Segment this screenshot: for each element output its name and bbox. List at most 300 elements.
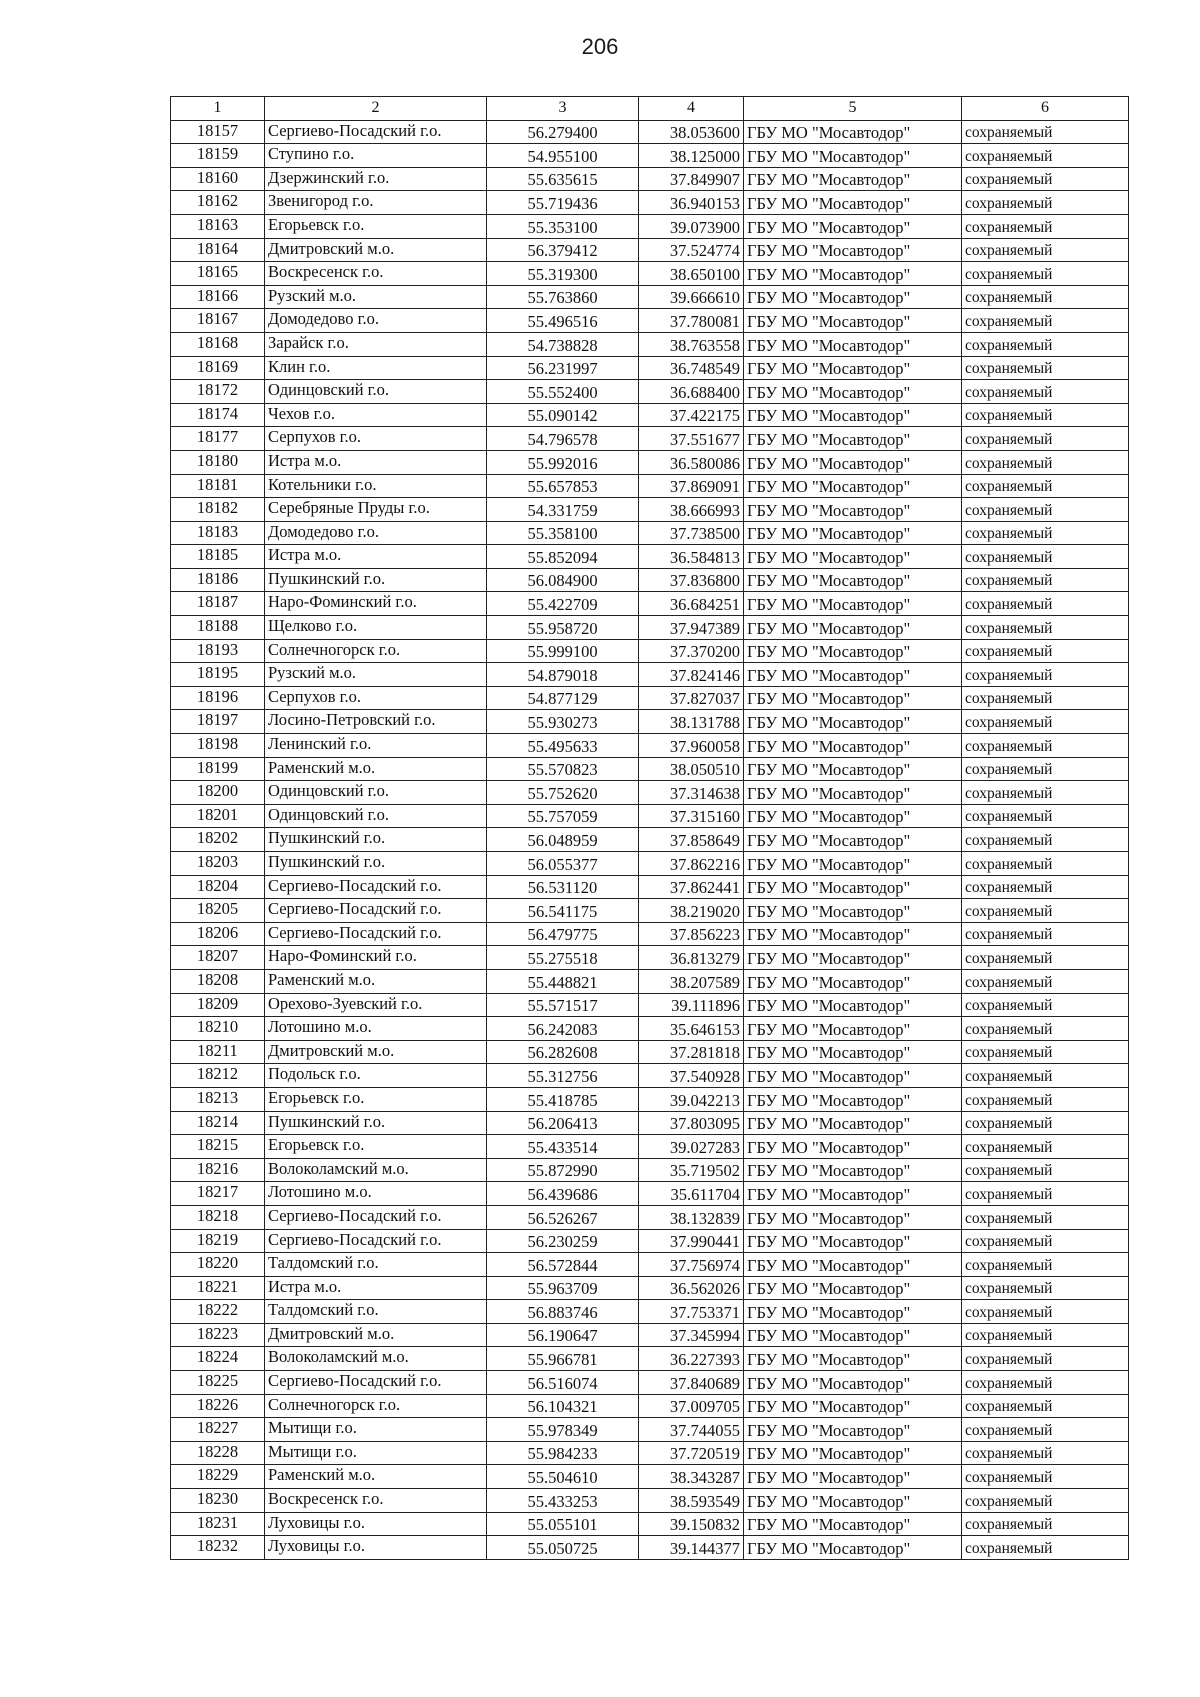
cell-id: 18186 <box>171 568 265 592</box>
cell-longitude: 36.584813 <box>639 545 744 569</box>
cell-longitude: 39.073900 <box>639 214 744 238</box>
cell-district: Пушкинский г.о. <box>265 568 487 592</box>
cell-id: 18187 <box>171 592 265 616</box>
cell-latitude: 55.433514 <box>487 1135 639 1159</box>
cell-status: сохраняемый <box>962 1158 1129 1182</box>
cell-organization: ГБУ МО "Мосавтодор" <box>744 144 962 168</box>
cell-id: 18227 <box>171 1418 265 1442</box>
cell-longitude: 37.840689 <box>639 1371 744 1395</box>
cell-latitude: 56.572844 <box>487 1253 639 1277</box>
cell-district: Звенигород г.о. <box>265 191 487 215</box>
cell-status: сохраняемый <box>962 710 1129 734</box>
cell-longitude: 37.753371 <box>639 1300 744 1324</box>
cell-organization: ГБУ МО "Мосавтодор" <box>744 852 962 876</box>
table-row <box>171 1017 1129 1041</box>
data-table <box>170 96 1129 1560</box>
cell-latitude: 55.978349 <box>487 1418 639 1442</box>
cell-status: сохраняемый <box>962 1040 1129 1064</box>
cell-organization: ГБУ МО "Мосавтодор" <box>744 1276 962 1300</box>
cell-latitude: 56.531120 <box>487 875 639 899</box>
cell-longitude: 39.150832 <box>639 1512 744 1536</box>
cell-status: сохраняемый <box>962 899 1129 923</box>
cell-district: Раменский м.о. <box>265 969 487 993</box>
cell-id: 18166 <box>171 285 265 309</box>
cell-status: сохраняемый <box>962 1087 1129 1111</box>
cell-organization: ГБУ МО "Мосавтодор" <box>744 969 962 993</box>
cell-organization: ГБУ МО "Мосавтодор" <box>744 474 962 498</box>
table-row <box>171 875 1129 899</box>
table-row <box>171 616 1129 640</box>
cell-organization: ГБУ МО "Мосавтодор" <box>744 804 962 828</box>
cell-district: Зарайск г.о. <box>265 332 487 356</box>
table-row <box>171 380 1129 404</box>
cell-district: Пушкинский г.о. <box>265 828 487 852</box>
table-row <box>171 1441 1129 1465</box>
cell-district: Серпухов г.о. <box>265 686 487 710</box>
cell-status: сохраняемый <box>962 1465 1129 1489</box>
cell-district: Дмитровский м.о. <box>265 238 487 262</box>
cell-district: Мытищи г.о. <box>265 1418 487 1442</box>
cell-district: Сергиево-Посадский г.о. <box>265 922 487 946</box>
cell-status: сохраняемый <box>962 262 1129 286</box>
cell-latitude: 55.504610 <box>487 1465 639 1489</box>
table-row <box>171 1465 1129 1489</box>
table-row <box>171 899 1129 923</box>
cell-status: сохраняемый <box>962 804 1129 828</box>
cell-status: сохраняемый <box>962 1347 1129 1371</box>
cell-latitude: 55.055101 <box>487 1512 639 1536</box>
table-row <box>171 757 1129 781</box>
cell-longitude: 37.827037 <box>639 686 744 710</box>
cell-id: 18225 <box>171 1371 265 1395</box>
cell-id: 18196 <box>171 686 265 710</box>
cell-district: Талдомский г.о. <box>265 1300 487 1324</box>
cell-latitude: 55.719436 <box>487 191 639 215</box>
cell-latitude: 55.984233 <box>487 1441 639 1465</box>
cell-district: Чехов г.о. <box>265 403 487 427</box>
cell-longitude: 37.314638 <box>639 781 744 805</box>
cell-district: Раменский м.о. <box>265 757 487 781</box>
cell-district: Рузский м.о. <box>265 663 487 687</box>
cell-id: 18163 <box>171 214 265 238</box>
cell-id: 18226 <box>171 1394 265 1418</box>
cell-organization: ГБУ МО "Мосавтодор" <box>744 1536 962 1560</box>
cell-status: сохраняемый <box>962 1489 1129 1513</box>
cell-district: Наро-Фоминский г.о. <box>265 592 487 616</box>
cell-organization: ГБУ МО "Мосавтодор" <box>744 686 962 710</box>
cell-status: сохраняемый <box>962 757 1129 781</box>
cell-latitude: 55.852094 <box>487 545 639 569</box>
cell-latitude: 54.331759 <box>487 498 639 522</box>
cell-longitude: 37.370200 <box>639 639 744 663</box>
table-row <box>171 592 1129 616</box>
table-row <box>171 474 1129 498</box>
cell-longitude: 39.111896 <box>639 993 744 1017</box>
cell-latitude: 55.999100 <box>487 639 639 663</box>
cell-status: сохраняемый <box>962 663 1129 687</box>
cell-id: 18169 <box>171 356 265 380</box>
cell-status: сохраняемый <box>962 852 1129 876</box>
cell-organization: ГБУ МО "Мосавтодор" <box>744 663 962 687</box>
cell-id: 18229 <box>171 1465 265 1489</box>
cell-organization: ГБУ МО "Мосавтодор" <box>744 757 962 781</box>
cell-status: сохраняемый <box>962 1394 1129 1418</box>
cell-id: 18197 <box>171 710 265 734</box>
cell-longitude: 37.744055 <box>639 1418 744 1442</box>
table-row <box>171 191 1129 215</box>
cell-latitude: 55.657853 <box>487 474 639 498</box>
cell-organization: ГБУ МО "Мосавтодор" <box>744 1347 962 1371</box>
cell-longitude: 36.813279 <box>639 946 744 970</box>
table-row <box>171 1158 1129 1182</box>
table-row <box>171 1418 1129 1442</box>
cell-organization: ГБУ МО "Мосавтодор" <box>744 592 962 616</box>
cell-longitude: 38.053600 <box>639 120 744 144</box>
cell-latitude: 55.312756 <box>487 1064 639 1088</box>
cell-district: Щелково г.о. <box>265 616 487 640</box>
cell-organization: ГБУ МО "Мосавтодор" <box>744 285 962 309</box>
table-row <box>171 969 1129 993</box>
cell-id: 18174 <box>171 403 265 427</box>
cell-id: 18207 <box>171 946 265 970</box>
cell-organization: ГБУ МО "Мосавтодор" <box>744 1229 962 1253</box>
cell-organization: ГБУ МО "Мосавтодор" <box>744 616 962 640</box>
cell-id: 18218 <box>171 1205 265 1229</box>
cell-longitude: 37.947389 <box>639 616 744 640</box>
cell-latitude: 55.418785 <box>487 1087 639 1111</box>
cell-longitude: 37.858649 <box>639 828 744 852</box>
cell-latitude: 56.516074 <box>487 1371 639 1395</box>
cell-id: 18205 <box>171 899 265 923</box>
table-row <box>171 1323 1129 1347</box>
cell-district: Волоколамский м.о. <box>265 1347 487 1371</box>
cell-district: Воскресенск г.о. <box>265 1489 487 1513</box>
cell-longitude: 36.227393 <box>639 1347 744 1371</box>
cell-district: Рузский м.о. <box>265 285 487 309</box>
cell-latitude: 55.752620 <box>487 781 639 805</box>
cell-status: сохраняемый <box>962 1300 1129 1324</box>
cell-longitude: 38.131788 <box>639 710 744 734</box>
cell-district: Сергиево-Посадский г.о. <box>265 1205 487 1229</box>
cell-latitude: 56.282608 <box>487 1040 639 1064</box>
cell-status: сохраняемый <box>962 828 1129 852</box>
column-header: 4 <box>639 97 744 121</box>
cell-organization: ГБУ МО "Мосавтодор" <box>744 1441 962 1465</box>
cell-id: 18167 <box>171 309 265 333</box>
cell-longitude: 37.281818 <box>639 1040 744 1064</box>
table-row <box>171 686 1129 710</box>
cell-latitude: 55.570823 <box>487 757 639 781</box>
table-row <box>171 1300 1129 1324</box>
cell-latitude: 56.231997 <box>487 356 639 380</box>
cell-organization: ГБУ МО "Мосавтодор" <box>744 403 962 427</box>
cell-id: 18157 <box>171 120 265 144</box>
cell-longitude: 38.593549 <box>639 1489 744 1513</box>
cell-latitude: 56.190647 <box>487 1323 639 1347</box>
cell-status: сохраняемый <box>962 1135 1129 1159</box>
cell-organization: ГБУ МО "Мосавтодор" <box>744 1135 962 1159</box>
cell-id: 18188 <box>171 616 265 640</box>
table-row <box>171 521 1129 545</box>
cell-latitude: 56.279400 <box>487 120 639 144</box>
cell-organization: ГБУ МО "Мосавтодор" <box>744 545 962 569</box>
table-row <box>171 1347 1129 1371</box>
cell-id: 18177 <box>171 427 265 451</box>
cell-id: 18231 <box>171 1512 265 1536</box>
cell-status: сохраняемый <box>962 1323 1129 1347</box>
cell-status: сохраняемый <box>962 1064 1129 1088</box>
table-row <box>171 309 1129 333</box>
cell-status: сохраняемый <box>962 356 1129 380</box>
cell-longitude: 39.042213 <box>639 1087 744 1111</box>
cell-district: Дмитровский м.о. <box>265 1323 487 1347</box>
table-row <box>171 214 1129 238</box>
cell-id: 18232 <box>171 1536 265 1560</box>
cell-district: Домодедово г.о. <box>265 521 487 545</box>
cell-longitude: 37.780081 <box>639 309 744 333</box>
cell-status: сохраняемый <box>962 380 1129 404</box>
table-row <box>171 710 1129 734</box>
cell-latitude: 54.955100 <box>487 144 639 168</box>
cell-status: сохраняемый <box>962 120 1129 144</box>
cell-district: Талдомский г.о. <box>265 1253 487 1277</box>
cell-organization: ГБУ МО "Мосавтодор" <box>744 1111 962 1135</box>
cell-status: сохраняемый <box>962 639 1129 663</box>
cell-district: Лотошино м.о. <box>265 1182 487 1206</box>
table-row <box>171 1205 1129 1229</box>
cell-latitude: 56.242083 <box>487 1017 639 1041</box>
cell-organization: ГБУ МО "Мосавтодор" <box>744 309 962 333</box>
cell-status: сохраняемый <box>962 474 1129 498</box>
table-row <box>171 167 1129 191</box>
cell-longitude: 37.856223 <box>639 922 744 946</box>
cell-status: сохраняемый <box>962 403 1129 427</box>
cell-organization: ГБУ МО "Мосавтодор" <box>744 922 962 946</box>
cell-id: 18230 <box>171 1489 265 1513</box>
cell-district: Сергиево-Посадский г.о. <box>265 899 487 923</box>
cell-status: сохраняемый <box>962 191 1129 215</box>
cell-latitude: 56.084900 <box>487 568 639 592</box>
cell-status: сохраняемый <box>962 427 1129 451</box>
cell-longitude: 38.343287 <box>639 1465 744 1489</box>
cell-organization: ГБУ МО "Мосавтодор" <box>744 1323 962 1347</box>
cell-status: сохраняемый <box>962 1418 1129 1442</box>
cell-longitude: 37.849907 <box>639 167 744 191</box>
cell-organization: ГБУ МО "Мосавтодор" <box>744 238 962 262</box>
cell-status: сохраняемый <box>962 686 1129 710</box>
cell-latitude: 56.055377 <box>487 852 639 876</box>
cell-id: 18209 <box>171 993 265 1017</box>
cell-organization: ГБУ МО "Мосавтодор" <box>744 781 962 805</box>
cell-latitude: 55.872990 <box>487 1158 639 1182</box>
cell-district: Пушкинский г.о. <box>265 852 487 876</box>
cell-organization: ГБУ МО "Мосавтодор" <box>744 639 962 663</box>
table-row <box>171 498 1129 522</box>
cell-district: Наро-Фоминский г.о. <box>265 946 487 970</box>
cell-district: Ступино г.о. <box>265 144 487 168</box>
table-row <box>171 993 1129 1017</box>
table-row <box>171 1253 1129 1277</box>
cell-latitude: 55.635615 <box>487 167 639 191</box>
cell-longitude: 37.960058 <box>639 734 744 758</box>
cell-organization: ГБУ МО "Мосавтодор" <box>744 450 962 474</box>
cell-longitude: 38.125000 <box>639 144 744 168</box>
cell-latitude: 56.883746 <box>487 1300 639 1324</box>
table-header-row <box>171 97 1129 121</box>
cell-longitude: 37.315160 <box>639 804 744 828</box>
cell-district: Мытищи г.о. <box>265 1441 487 1465</box>
cell-longitude: 37.990441 <box>639 1229 744 1253</box>
table-row <box>171 639 1129 663</box>
cell-district: Сергиево-Посадский г.о. <box>265 1371 487 1395</box>
cell-id: 18201 <box>171 804 265 828</box>
cell-longitude: 37.551677 <box>639 427 744 451</box>
cell-id: 18220 <box>171 1253 265 1277</box>
cell-district: Одинцовский г.о. <box>265 804 487 828</box>
cell-status: сохраняемый <box>962 1371 1129 1395</box>
cell-id: 18182 <box>171 498 265 522</box>
cell-organization: ГБУ МО "Мосавтодор" <box>744 191 962 215</box>
table-row <box>171 781 1129 805</box>
cell-longitude: 35.646153 <box>639 1017 744 1041</box>
cell-id: 18222 <box>171 1300 265 1324</box>
cell-longitude: 37.862216 <box>639 852 744 876</box>
table-body <box>171 120 1129 1559</box>
cell-latitude: 55.958720 <box>487 616 639 640</box>
cell-longitude: 36.688400 <box>639 380 744 404</box>
column-header: 5 <box>744 97 962 121</box>
cell-id: 18213 <box>171 1087 265 1111</box>
cell-district: Пушкинский г.о. <box>265 1111 487 1135</box>
cell-status: сохраняемый <box>962 309 1129 333</box>
cell-district: Ленинский г.о. <box>265 734 487 758</box>
table-row <box>171 922 1129 946</box>
cell-organization: ГБУ МО "Мосавтодор" <box>744 1064 962 1088</box>
cell-longitude: 38.763558 <box>639 332 744 356</box>
cell-organization: ГБУ МО "Мосавтодор" <box>744 899 962 923</box>
table-row <box>171 1064 1129 1088</box>
cell-organization: ГБУ МО "Мосавтодор" <box>744 1087 962 1111</box>
cell-latitude: 55.496516 <box>487 309 639 333</box>
cell-district: Солнечногорск г.о. <box>265 639 487 663</box>
cell-district: Клин г.о. <box>265 356 487 380</box>
cell-district: Дмитровский м.о. <box>265 1040 487 1064</box>
cell-id: 18217 <box>171 1182 265 1206</box>
cell-id: 18198 <box>171 734 265 758</box>
cell-district: Волоколамский м.о. <box>265 1158 487 1182</box>
table-row <box>171 828 1129 852</box>
cell-id: 18204 <box>171 875 265 899</box>
table-row <box>171 450 1129 474</box>
cell-latitude: 55.552400 <box>487 380 639 404</box>
cell-id: 18221 <box>171 1276 265 1300</box>
cell-organization: ГБУ МО "Мосавтодор" <box>744 568 962 592</box>
cell-longitude: 37.422175 <box>639 403 744 427</box>
cell-district: Домодедово г.о. <box>265 309 487 333</box>
cell-organization: ГБУ МО "Мосавтодор" <box>744 1017 962 1041</box>
cell-status: сохраняемый <box>962 214 1129 238</box>
cell-status: сохраняемый <box>962 285 1129 309</box>
cell-district: Истра м.о. <box>265 450 487 474</box>
cell-district: Раменский м.о. <box>265 1465 487 1489</box>
cell-organization: ГБУ МО "Мосавтодор" <box>744 214 962 238</box>
cell-status: сохраняемый <box>962 1205 1129 1229</box>
table-row <box>171 1394 1129 1418</box>
cell-id: 18193 <box>171 639 265 663</box>
cell-status: сохраняемый <box>962 922 1129 946</box>
cell-organization: ГБУ МО "Мосавтодор" <box>744 167 962 191</box>
cell-latitude: 55.763860 <box>487 285 639 309</box>
cell-organization: ГБУ МО "Мосавтодор" <box>744 427 962 451</box>
cell-id: 18162 <box>171 191 265 215</box>
table-row <box>171 1229 1129 1253</box>
cell-longitude: 38.207589 <box>639 969 744 993</box>
cell-status: сохраняемый <box>962 781 1129 805</box>
cell-latitude: 55.963709 <box>487 1276 639 1300</box>
cell-organization: ГБУ МО "Мосавтодор" <box>744 875 962 899</box>
cell-latitude: 56.104321 <box>487 1394 639 1418</box>
cell-status: сохраняемый <box>962 332 1129 356</box>
cell-status: сохраняемый <box>962 1182 1129 1206</box>
table-row <box>171 238 1129 262</box>
cell-district: Егорьевск г.о. <box>265 214 487 238</box>
cell-id: 18211 <box>171 1040 265 1064</box>
cell-id: 18164 <box>171 238 265 262</box>
cell-id: 18223 <box>171 1323 265 1347</box>
cell-organization: ГБУ МО "Мосавтодор" <box>744 828 962 852</box>
cell-status: сохраняемый <box>962 167 1129 191</box>
cell-district: Воскресенск г.о. <box>265 262 487 286</box>
cell-longitude: 37.803095 <box>639 1111 744 1135</box>
table-row <box>171 1276 1129 1300</box>
cell-id: 18210 <box>171 1017 265 1041</box>
cell-organization: ГБУ МО "Мосавтодор" <box>744 1394 962 1418</box>
column-header: 2 <box>265 97 487 121</box>
table-row <box>171 1111 1129 1135</box>
cell-longitude: 37.862441 <box>639 875 744 899</box>
table-row <box>171 144 1129 168</box>
cell-status: сохраняемый <box>962 993 1129 1017</box>
cell-id: 18183 <box>171 521 265 545</box>
cell-longitude: 38.132839 <box>639 1205 744 1229</box>
cell-organization: ГБУ МО "Мосавтодор" <box>744 1158 962 1182</box>
cell-latitude: 56.379412 <box>487 238 639 262</box>
cell-id: 18215 <box>171 1135 265 1159</box>
cell-status: сохраняемый <box>962 1441 1129 1465</box>
cell-status: сохраняемый <box>962 734 1129 758</box>
column-header: 6 <box>962 97 1129 121</box>
cell-district: Сергиево-Посадский г.о. <box>265 120 487 144</box>
cell-latitude: 56.439686 <box>487 1182 639 1206</box>
table-row <box>171 1512 1129 1536</box>
cell-longitude: 37.524774 <box>639 238 744 262</box>
cell-id: 18203 <box>171 852 265 876</box>
table-row <box>171 1182 1129 1206</box>
cell-status: сохраняемый <box>962 450 1129 474</box>
table-row <box>171 427 1129 451</box>
cell-latitude: 55.433253 <box>487 1489 639 1513</box>
cell-organization: ГБУ МО "Мосавтодор" <box>744 521 962 545</box>
cell-longitude: 36.684251 <box>639 592 744 616</box>
cell-longitude: 36.580086 <box>639 450 744 474</box>
cell-latitude: 56.526267 <box>487 1205 639 1229</box>
cell-latitude: 55.275518 <box>487 946 639 970</box>
cell-organization: ГБУ МО "Мосавтодор" <box>744 1182 962 1206</box>
cell-district: Котельники г.о. <box>265 474 487 498</box>
cell-status: сохраняемый <box>962 1111 1129 1135</box>
cell-latitude: 56.479775 <box>487 922 639 946</box>
cell-district: Луховицы г.о. <box>265 1536 487 1560</box>
